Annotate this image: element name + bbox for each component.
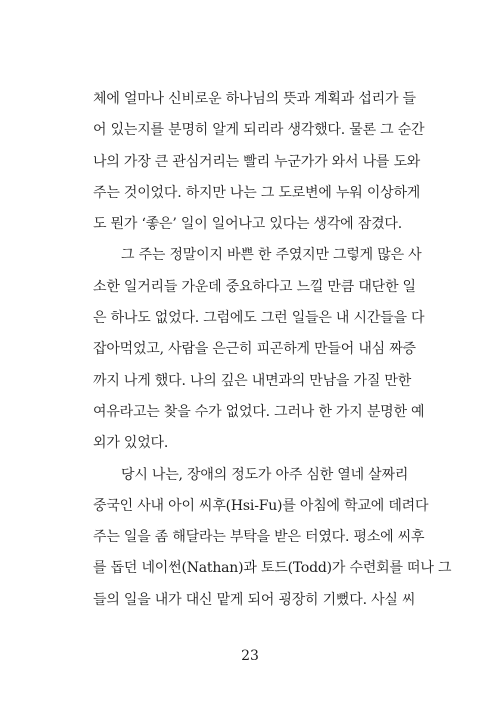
text-line: 들의 일을 내가 대신 맡게 되어 굉장히 기뻤다. 사실 씨 [93, 591, 416, 608]
text-line: 주는 것이었다. 하지만 나는 그 도로변에 누워 이상하게 [93, 184, 421, 201]
text-line: 소한 일거리들 가운데 중요하다고 느낄 만큼 대단한 일 [93, 278, 416, 295]
text-line: 어 있는지를 분명히 알게 되리라 생각했다. 물론 그 순간 [93, 122, 425, 139]
text-line: 나의 가장 큰 관심거리는 빨리 누군가가 와서 나를 도와 [93, 153, 421, 170]
text-line: 주는 일을 좀 해달라는 부탁을 받은 터였다. 평소에 씨후 [93, 529, 425, 546]
page-number: 23 [241, 648, 259, 664]
text-line: 은 하나도 없었다. 그럼에도 그런 일들은 내 시간들을 다 [93, 310, 425, 327]
body-text [93, 84, 452, 616]
text-line: 도 뭔가 ‘좋은’ 일이 일어나고 있다는 생각에 잠겼다. [93, 216, 402, 233]
text-line: 중국인 사내 아이 씨후(Hsi-Fu)를 아침에 학교에 데려다 [93, 497, 429, 514]
text-line: 를 돕던 네이썬(Nathan)과 토드(Todd)가 수련회를 떠나 그 [93, 560, 452, 577]
text-line: 외가 있었다. [93, 435, 169, 452]
text-line: 당시 나는, 장애의 정도가 아주 심한 열네 살짜리 [121, 466, 409, 483]
text-line: 그 주는 정말이지 바쁜 한 주였지만 그렇게 많은 사 [121, 247, 422, 264]
text-line: 잡아먹었고, 사람을 은근히 피곤하게 만들어 내심 짜증 [93, 341, 416, 358]
text-line: 까지 나게 했다. 나의 깊은 내면과의 만남을 가질 만한 [93, 372, 412, 389]
text-line: 체에 얼마나 신비로운 하나님의 뜻과 계획과 섭리가 들 [93, 91, 416, 107]
text-line: 여유라고는 찾을 수가 없었다. 그러나 한 가지 분명한 예 [93, 403, 425, 420]
